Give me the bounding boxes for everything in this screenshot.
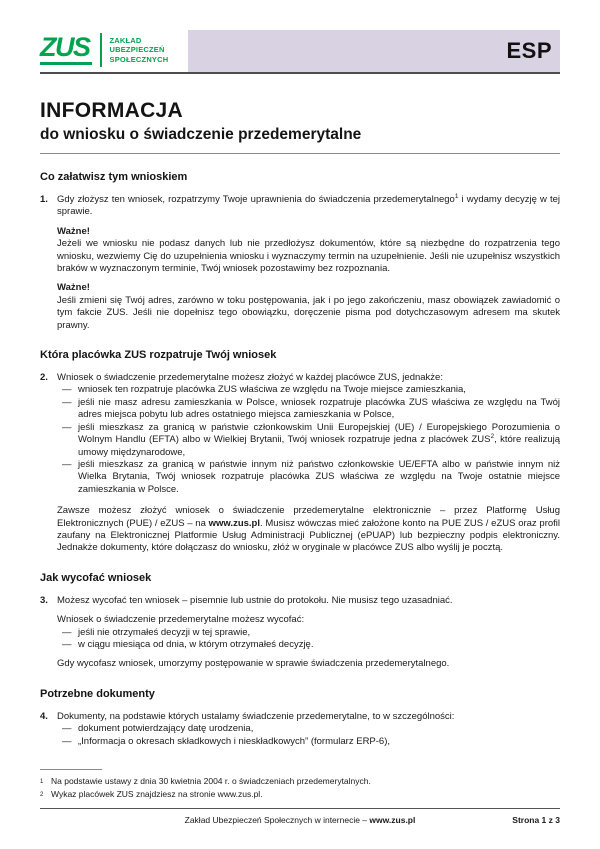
footnote-text: Na podstawie ustawy z dnia 30 kwietnia 2004 r. o świadczeniach przedemerytalnych.: [51, 776, 371, 786]
item-body: [57, 372, 560, 555]
important-text: Jeśli zmieni się Twój adres, zarówno w toku postępowania, jak i po jego zakończeniu, masz obowiązek zawiadomić o tym fakcie ZUS. Jeśli nie dopełnisz tego obowiązku, doręczenie pisma pod dotychczasowym adresem ma skutek prawny.: [57, 294, 560, 331]
title-rule: [40, 153, 560, 154]
footnote-rule: [40, 769, 102, 770]
item-body: [57, 595, 560, 671]
title-block: [40, 99, 560, 154]
footer-center-text: Zakład Ubezpieczeń Społecznych w internecie – www.zus.pl: [184, 815, 416, 825]
paragraph: Możesz wycofać ten wniosek – pisemnie lub ustnie do protokołu. Nie musisz tego uzasadniać.: [57, 594, 453, 606]
zus-url: www.zus.pl: [208, 517, 260, 529]
paragraph: Wniosek o świadczenie przedemerytalne możesz wycofać:: [57, 614, 305, 626]
zus-logo-block: [40, 33, 188, 72]
page-header: [40, 30, 560, 74]
bullet-item: [57, 736, 560, 748]
important-label: Ważne!: [57, 225, 90, 237]
item-number: 2.: [40, 372, 48, 384]
important-note-1: [57, 226, 560, 276]
bullet-item: [57, 627, 560, 639]
logo-divider: [100, 33, 102, 67]
item-body: [57, 711, 560, 748]
bullet-text: „Informacja o okresach składkowych i nieskładkowych” (formularz ERP-6),: [78, 735, 391, 747]
bullet-text: jeśli nie otrzymałeś decyzji w tej sprawie,: [78, 626, 251, 638]
bullet-text: jeśli mieszkasz za granicą w państwie członkowskim Unii Europejskiej (UE) / Europejskiego Porozumienia o Wolnym Handlu (EFTA) albo w Wielkiej Brytanii, Twój wniosek rozpatruje jedna z placówek ZUS$^2$, które realizują umowy międzynarodowe,: [78, 421, 560, 458]
zus-url: www.zus.pl: [369, 815, 416, 825]
bullet-item: [57, 422, 560, 459]
dash-marker: —: [62, 396, 72, 408]
item-number: 4.: [40, 710, 48, 722]
document-subtitle: do wniosku o świadczenie przedemerytalne: [40, 126, 362, 143]
bullet-item: [57, 639, 560, 651]
bullet-text: dokument potwierdzający datę urodzenia,: [78, 723, 254, 735]
dash-marker: —: [62, 626, 72, 638]
footnote-ref-1: 1: [454, 192, 459, 200]
bullet-item: [57, 459, 560, 496]
dash-marker: —: [62, 421, 72, 433]
form-code-band: [188, 30, 560, 72]
bullet-item: [57, 723, 560, 735]
bullet-text: w ciągu miesiąca od dnia, w którym otrzymałeś decyzję.: [78, 638, 314, 650]
list-item-1: [40, 194, 560, 332]
document-title: INFORMACJA: [40, 99, 183, 122]
paragraph-epue: Zawsze możesz złożyć wniosek o świadczenie przedemerytalne elektronicznie – przez Platformę Usług Elektronicznych (PUE) / eZUS – na www.zus.pl. Musisz wówczas mieć założone konto na PUE ZUS / eZUS oraz profil zaufany na Elektronicznej Platformie Usług Administracji Publicznej (ePUAP) lub bezpieczny podpis elektroniczny. Jednakże dokumenty, które dołączasz do wniosku, złóż w oryginale w placówce ZUS albo wyślij je pocztą.: [57, 505, 561, 554]
item-number: 1.: [40, 194, 48, 205]
dash-marker: —: [62, 735, 72, 747]
footnote-1: [40, 775, 560, 788]
section-heading-dokumenty: Potrzebne dokumenty: [40, 687, 155, 700]
bullet-item: [57, 397, 560, 422]
list-item-3: [40, 595, 560, 671]
dash-marker: —: [62, 723, 72, 735]
section-heading-zalatwisz: Co załatwisz tym wnioskiem: [40, 171, 188, 183]
footnote-2: [40, 788, 560, 801]
page-footer: [40, 808, 560, 825]
paragraph: Gdy złożysz ten wniosek, rozpatrzymy Twoje uprawnienia do świadczenia przedemerytalnego$^1$ i wydamy decyzję w tej sprawie.: [57, 192, 560, 218]
org-name-line-2: UBEZPIECZEŃ: [109, 45, 165, 55]
bullet-text: wniosek ten rozpatruje placówka ZUS właściwa ze względu na Twoje miejsce zamieszkania,: [78, 384, 466, 396]
form-code: ESP: [506, 38, 552, 63]
dash-marker: —: [62, 458, 72, 470]
item-body: [57, 194, 560, 332]
footnote-ref-2: 2: [490, 432, 495, 440]
important-note-2: [57, 282, 560, 332]
paragraph: Gdy wycofasz wniosek, umorzymy postępowanie w sprawie świadczenia przedemerytalnego.: [57, 658, 450, 670]
paragraph: Dokumenty, na podstawie których ustalamy świadczenie przedemerytalne, to w szczególności:: [57, 710, 455, 722]
section-heading-placowka: Która placówka ZUS rozpatruje Twój wniosek: [40, 349, 277, 362]
list-item-4: [40, 711, 560, 748]
zus-logo-icon: ZUS: [40, 35, 92, 65]
paragraph: Wniosek o świadczenie przedemerytalne możesz złożyć w każdej placówce ZUS, jednakże:: [57, 372, 443, 384]
important-label: Ważne!: [57, 282, 90, 294]
important-text: Jeżeli we wniosku nie podasz danych lub nie przedłożysz dokumentów, które są niezbędne do rozpatrzenia tego wniosku, wezwiemy Cię do uzupełnienia wniosku i wyznaczymy termin na uzupełnienie. Jeśli nie uzupełnisz wszystkich braków w wyznaczonym terminie, Twój wniosek pozostawimy bez rozpoznania.: [57, 238, 560, 275]
section-heading-wycofac: Jak wycofać wniosek: [40, 571, 152, 584]
item-number: 3.: [40, 594, 48, 606]
footnote-marker: 2: [40, 792, 44, 798]
footnote-text: Wykaz placówek ZUS znajdziesz na stronie www.zus.pl.: [51, 789, 263, 799]
page-bottom: [40, 769, 560, 825]
bullet-text: jeśli mieszkasz za granicą w państwie innym niż państwo członkowskie UE/EFTA albo w państwie innym niż Wielka Brytania, Twój wniosek rozpatruje placówka ZUS właściwa ze względu na Twoje ostatnie miejsce zamieszkania w Polsce.: [78, 458, 560, 495]
org-name: [110, 36, 169, 65]
bullet-item: [57, 384, 560, 396]
list-item-2: [40, 372, 560, 555]
org-name-line-3: SPOŁECZNYCH: [109, 54, 169, 64]
dash-marker: —: [62, 638, 72, 650]
page-indicator: Strona 1 z 3: [512, 815, 560, 825]
org-name-line-1: ZAKŁAD: [109, 35, 142, 45]
bullet-text: jeśli nie masz adresu zamieszkania w Polsce, wniosek rozpatruje placówka ZUS właściwa ze względu na Twój adres miejsca pobytu lub adres ostatniego miejsca zamieszkania w Polsce,: [78, 396, 560, 421]
dash-marker: —: [62, 384, 72, 396]
footnote-marker: 1: [40, 779, 44, 785]
